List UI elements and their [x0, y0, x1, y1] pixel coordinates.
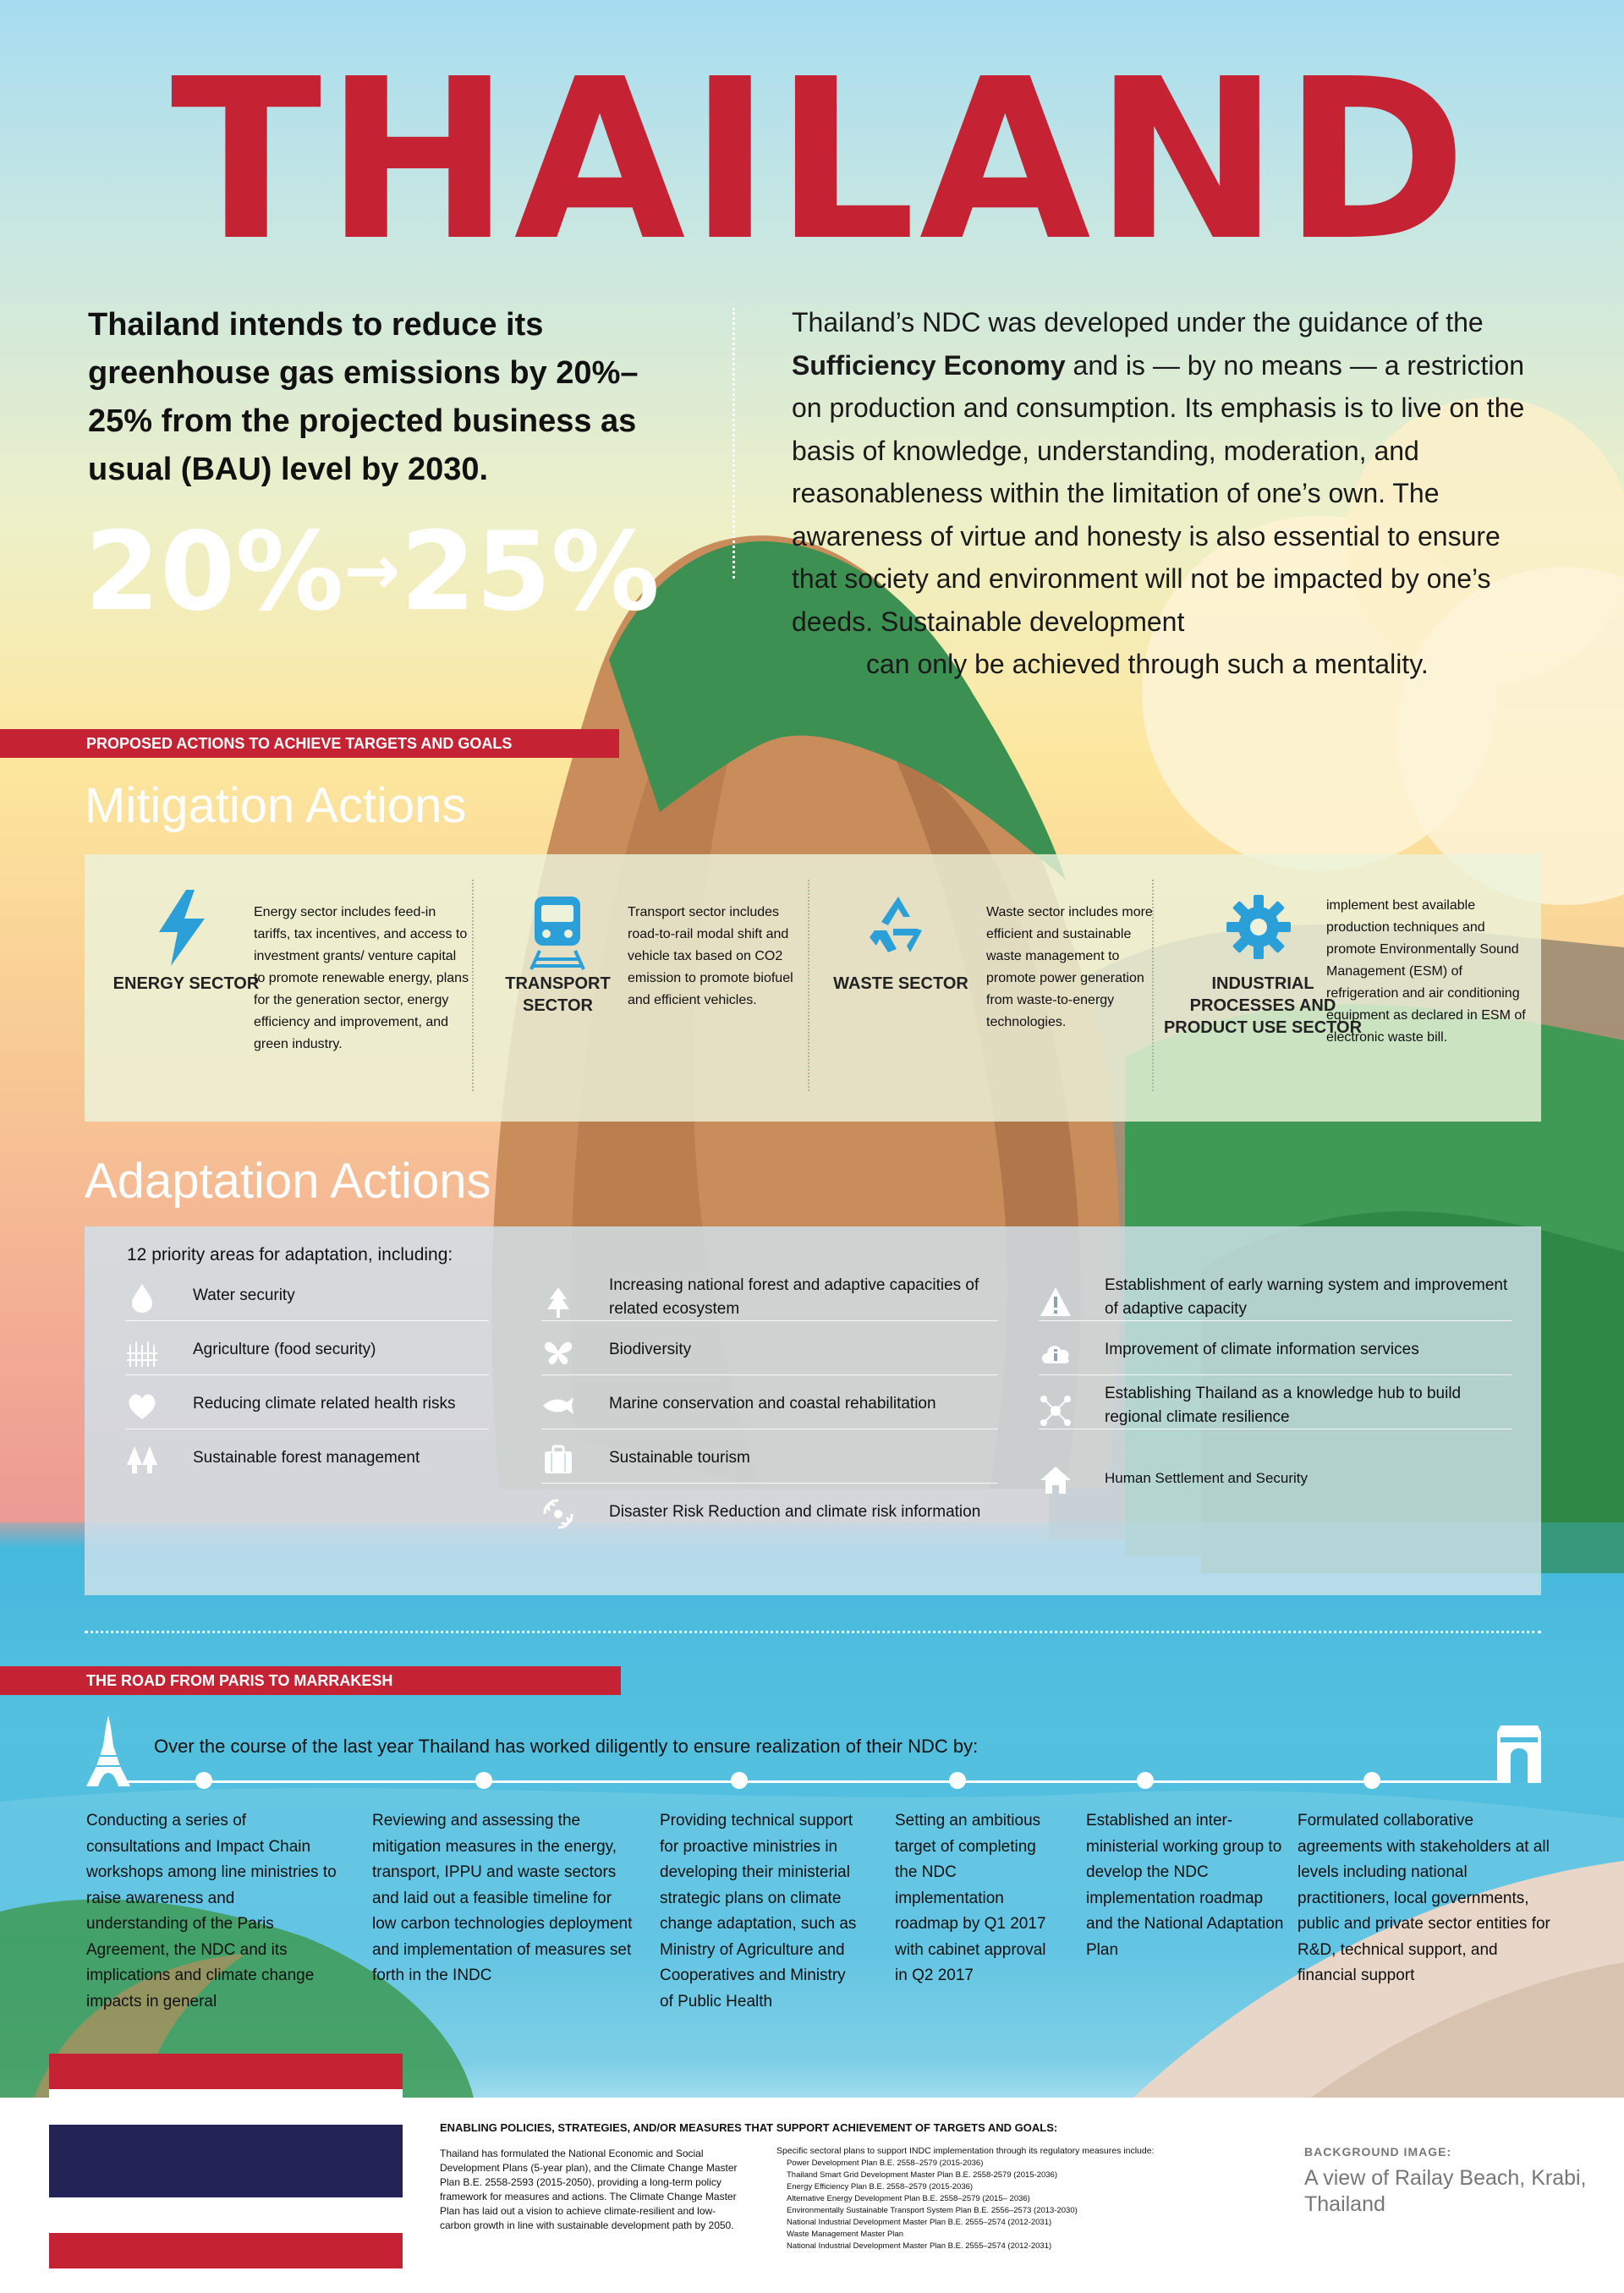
flag-stripe-red	[49, 2054, 403, 2089]
road-bar: THE ROAD FROM PARIS TO MARRAKESH	[0, 1666, 621, 1695]
adaptation-item-text: Establishment of early warning system and improvement of adaptive capacity	[1105, 1276, 1508, 1318]
sectoral-plans-list	[787, 2158, 1226, 2252]
adaptation-item-text: Marine conservation and coastal rehabilitation	[609, 1395, 936, 1413]
mitigation-energy	[85, 880, 469, 1091]
mitigation-title: Mitigation Actions	[85, 778, 467, 833]
thailand-flag	[49, 2054, 403, 2268]
mitigation-waste-label: WASTE SECTOR	[833, 974, 968, 993]
sectoral-plan-item: Power Development Plan B.E. 2558–2579 (2015-2036)	[787, 2159, 984, 2168]
range-arrow-icon: →	[343, 531, 401, 610]
adaptation-item	[125, 1328, 489, 1375]
page-title: THAILAND	[170, 31, 1471, 289]
adaptation-item-text: Sustainable forest management	[193, 1449, 420, 1467]
timeline-step: Established an inter-ministerial working group to develop the NDC implementation roadmap and the National Adaptation Plan	[1086, 1812, 1284, 1959]
heart-icon	[125, 1389, 159, 1423]
adaptation-item-text: Biodiversity	[609, 1341, 692, 1358]
lightning-icon	[152, 890, 211, 966]
adaptation-item	[125, 1436, 489, 1484]
mitigation-industrial-label: INDUSTRIAL PROCESSES AND PRODUCT USE SECTOR	[1163, 974, 1363, 1037]
timeline-step: Providing technical support for proactive ministries in developing their ministerial strategic plans on climate change adaptation, such as Ministry of Agriculture and Cooperatives and Ministry of Public Health	[660, 1812, 857, 2010]
ndc-last-line: can only be achieved through such a mentality.	[866, 649, 1429, 679]
timeline-step: Formulated collaborative agreements with stakeholders at all levels including national practitioners, local governments, public and private sector entities for R&D, technical support, and financial support	[1298, 1812, 1550, 1984]
mitigation-transport-label: TRANSPORT SECTOR	[505, 974, 611, 1015]
trees-icon	[125, 1443, 159, 1477]
adaptation-item	[541, 1490, 998, 1538]
timeline-step: Conducting a series of consultations and Impact Chain workshops among line ministries to raise awareness and understanding of the Paris Agreement, the NDC and its implications and climate change impacts in general	[86, 1812, 337, 2010]
sectoral-plan-item: National Industrial Development Master Plan B.E. 2555–2574 (2012-2031)	[787, 2218, 1052, 2227]
range-from: 20%	[85, 509, 344, 635]
recycle-icon	[863, 891, 934, 963]
timeline-dot	[1137, 1772, 1154, 1789]
pine-tree-icon	[541, 1286, 575, 1319]
mitigation-transport	[475, 880, 814, 1091]
adaptation-item-text: Increasing national forest and adaptive capacities of related ecosystem	[609, 1276, 979, 1318]
adaptation-title: Adaptation Actions	[85, 1154, 491, 1209]
adaptation-item	[1039, 1382, 1512, 1429]
adaptation-panel	[85, 1226, 1541, 1595]
flag-stripe-red	[49, 2233, 403, 2268]
adaptation-item-text: Disaster Risk Reduction and climate risk information	[609, 1503, 981, 1521]
timeline-dot	[1363, 1772, 1380, 1789]
policies-text: Thailand has formulated the National Economic and Social Development Plans (5-year plan), and the Climate Change Master Plan B.E. 2558-2593 (2015-2050), providing a long-term policy framework for measures and actions. The Climate Change Master Plan has laid out a vision to achieve climate-resilient and low-carbon growth in line with sustainable development path by 2050.	[440, 2148, 738, 2231]
adaptation-item	[541, 1382, 998, 1429]
timeline-dot	[195, 1772, 212, 1789]
mitigation-energy-desc: Energy sector includes feed-in tariffs, tax incentives, and access to investment grants/ venture capital to promote renewable energy, plans for the generation sector, energy efficiency and improvement, and green industry.	[254, 905, 469, 1051]
emission-statement: Thailand intends to reduce its greenhouse gas emissions by 20%–25% from the projected business as usual (BAU) level by 2030.	[88, 307, 639, 487]
adaptation-item-text: Agriculture (food security)	[193, 1341, 376, 1358]
section-divider	[85, 1631, 1541, 1633]
flag-stripe-white	[49, 2089, 403, 2125]
fish-icon	[541, 1389, 575, 1423]
adaptation-item	[1039, 1274, 1512, 1321]
background-image-caption: A view of Railay Beach, Krabi, Thailand	[1304, 2166, 1587, 2216]
background-image-label: BACKGROUND IMAGE:	[1304, 2145, 1452, 2159]
wheat-field-icon	[125, 1335, 159, 1369]
emission-range	[85, 507, 660, 636]
adaptation-item	[1039, 1456, 1512, 1504]
mitigation-divider	[1152, 880, 1154, 1091]
ndc-bold-term: Sufficiency Economy	[792, 349, 1066, 381]
water-drop-icon	[125, 1281, 159, 1314]
sectoral-plan-item: Waste Management Master Plan	[787, 2230, 903, 2239]
timeline-line	[127, 1780, 1506, 1783]
sectoral-plan-item: Energy Efficiency Plan B.E. 2558–2579 (2015-2036)	[787, 2182, 974, 2192]
sectoral-plan-item: National Industrial Development Master Plan B.E. 2555–2574 (2012-2031)	[787, 2241, 1052, 2251]
mitigation-waste-desc: Waste sector includes more efficient and sustainable waste management to promote power generation from waste-to-energy technologies.	[986, 905, 1153, 1029]
flag-stripe-white	[49, 2197, 403, 2233]
info-cloud-icon	[1039, 1335, 1073, 1369]
adaptation-item-text: Establishing Thailand as a knowledge hub to build regional climate resilience	[1105, 1385, 1462, 1426]
mitigation-divider	[472, 880, 474, 1091]
mitigation-waste	[812, 880, 1153, 1091]
range-to: 25%	[400, 509, 660, 635]
mitigation-panel	[85, 854, 1541, 1122]
adaptation-item-text: Reducing climate related health risks	[193, 1395, 456, 1413]
timeline-step: Setting an ambitious target of completing the NDC implementation roadmap by Q1 2017 with cabinet approval in Q2 2017	[895, 1812, 1046, 1984]
suitcase-icon	[541, 1443, 575, 1477]
butterfly-icon	[541, 1335, 575, 1369]
ndc-paragraph	[792, 301, 1536, 686]
adaptation-item	[541, 1328, 998, 1375]
house-icon	[1039, 1463, 1073, 1497]
warning-icon	[1039, 1286, 1073, 1319]
timeline-dot	[949, 1772, 966, 1789]
adaptation-item-text: Sustainable tourism	[609, 1449, 750, 1467]
proposed-actions-bar: PROPOSED ACTIONS TO ACHIEVE TARGETS AND GOALS	[0, 729, 619, 758]
sectoral-plan-item: Alternative Energy Development Plan B.E. 2558–2579 (2015– 2036)	[787, 2194, 1030, 2203]
gear-icon	[1225, 893, 1292, 961]
adaptation-item-text: Water security	[193, 1286, 295, 1304]
marrakesh-gate-icon	[1494, 1722, 1544, 1783]
mitigation-energy-label: ENERGY SECTOR	[112, 974, 260, 993]
hurricane-icon	[541, 1497, 575, 1531]
policies-heading: ENABLING POLICIES, STRATEGIES, AND/OR MEASURES THAT SUPPORT ACHIEVEMENT OF TARGETS AND GOALS:	[440, 2121, 1058, 2134]
eiffel-tower-icon	[85, 1715, 132, 1786]
ndc-part2: and is — by no means — a restriction on production and consumption. Its emphasis is to live on the basis of knowledge, understanding, moderation, and reasonableness within the limitation of one’s own. The awareness of virtue and honesty is also essential to ensure that society and environment will not be impacted by one’s deeds. Sustainable development	[792, 349, 1525, 637]
network-hub-icon	[1039, 1394, 1073, 1428]
adaptation-item-text: Human Settlement and Security	[1105, 1470, 1309, 1486]
timeline-dot	[475, 1772, 492, 1789]
adaptation-item	[125, 1274, 489, 1321]
adaptation-item	[541, 1274, 998, 1321]
vertical-divider	[732, 308, 735, 579]
adaptation-item-text: Improvement of climate information services	[1105, 1341, 1419, 1358]
ndc-part1: Thailand’s NDC was developed under the guidance of the	[792, 307, 1484, 337]
mitigation-transport-desc: Transport sector includes road-to-rail modal shift and vehicle tax based on CO2 emission to promote biofuel and efficient vehicles.	[628, 905, 793, 1007]
timeline-step: Reviewing and assessing the mitigation measures in the energy, transport, IPPU and waste sectors and laid out a feasible timeline for low carbon technologies deployment and implementation of measures set forth in the INDC	[372, 1812, 633, 1984]
flag-stripe-blue	[49, 2125, 403, 2197]
mitigation-divider	[808, 880, 809, 1091]
sectoral-plan-item: Thailand Smart Grid Development Master Plan B.E. 2558-2579 (2015-2036)	[787, 2170, 1058, 2180]
mitigation-industrial-desc: implement best available production techniques and promote Environmentally Sound Management (ESM) of refrigeration and air conditioning equipment as declared in ESM of electronic waste bill.	[1326, 898, 1526, 1045]
sectoral-plans-intro: Specific sectoral plans to support INDC implementation through its regulatory measures include:	[776, 2146, 1155, 2156]
adaptation-item	[1039, 1328, 1512, 1375]
road-intro: Over the course of the last year Thailand has worked diligently to ensure realization of their NDC by:	[154, 1736, 979, 1757]
adaptation-item	[125, 1382, 489, 1429]
timeline-dot	[731, 1772, 748, 1789]
mitigation-industrial	[1157, 880, 1538, 1091]
adaptation-item	[541, 1436, 998, 1484]
sectoral-plan-item: Environmentally Sustainable Transport System Plan B.E. 2556–2573 (2013-2030)	[787, 2206, 1078, 2215]
adaptation-intro: 12 priority areas for adaptation, including:	[127, 1245, 453, 1264]
train-icon	[528, 895, 587, 971]
